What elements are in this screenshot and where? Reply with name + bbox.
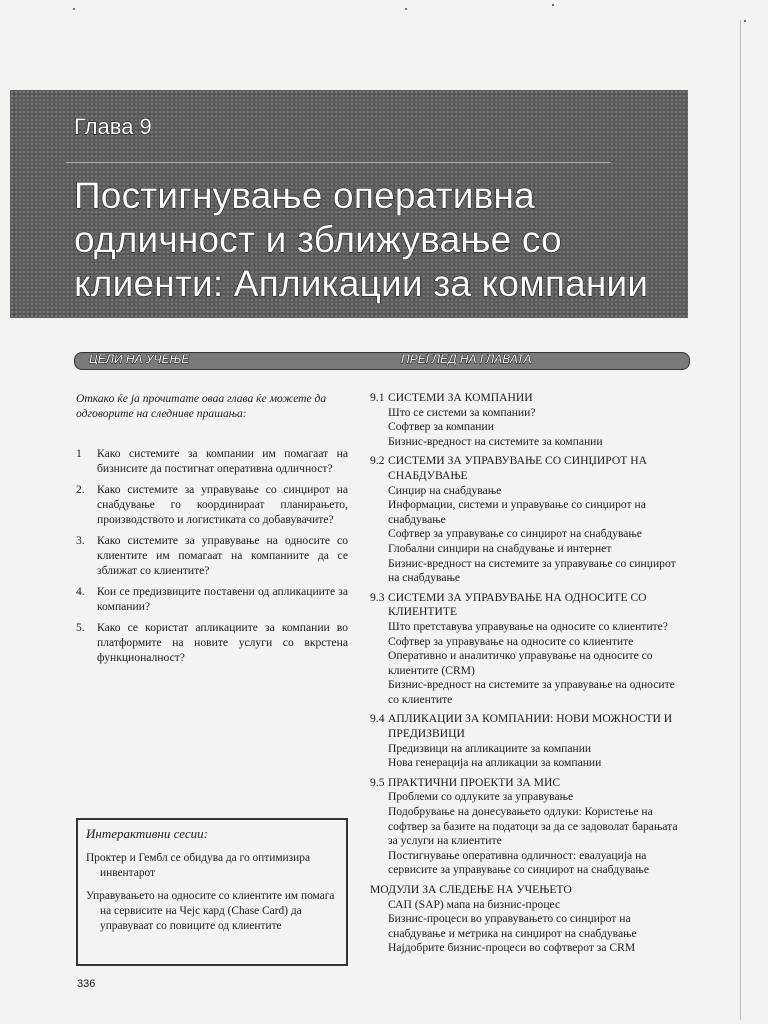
section-title: АПЛИКАЦИИ ЗА КОМПАНИИ: НОВИ МОЖНОСТИ И ПРЕДИЗВИЦИ bbox=[388, 712, 673, 741]
section-title: СИСТЕМИ ЗА КОМПАНИИ bbox=[388, 391, 533, 404]
section-heading bbox=[370, 776, 688, 791]
section-heading bbox=[370, 391, 688, 406]
section-number: 9.2 bbox=[370, 454, 385, 468]
section-number: 9.3 bbox=[370, 590, 385, 604]
section-topic: Постигнување оперативна одличност: евалуација на сервисите за управување со синџирот на снабдување bbox=[388, 848, 649, 877]
box-item: Управувањето на односите со клиентите им помага на сервисите на Чејс кард (Chase Card) да управуваат со повиците од клиентите bbox=[86, 890, 335, 932]
section-heading bbox=[370, 454, 688, 483]
goal-text: Како системите за управување на односите со клиентите им помагаат на компаниите да се зближат со клиентите? bbox=[97, 534, 348, 577]
section-heading bbox=[370, 712, 688, 741]
overview-section bbox=[370, 391, 688, 449]
section-topic: Бизнис-вредност на системите за управување на односите со клиентите bbox=[388, 678, 675, 706]
learning-goal-item bbox=[76, 620, 348, 665]
section-topic: Проблеми со одлуките за управување bbox=[388, 790, 574, 804]
banner-divider bbox=[66, 162, 611, 163]
modules-title: МОДУЛИ ЗА СЛЕДЕЊЕ НА УЧЕЊЕТО bbox=[370, 883, 572, 896]
goal-number: 5. bbox=[76, 621, 85, 634]
scan-dot bbox=[405, 8, 407, 10]
box-title: Интерактивни сесии: bbox=[86, 826, 208, 841]
learning-goals-list bbox=[76, 446, 348, 671]
overview-section bbox=[370, 712, 688, 770]
overview-section bbox=[370, 776, 688, 878]
section-topic: Бизнис-вредност на системите за компании bbox=[388, 434, 603, 448]
page-number: 336 bbox=[77, 978, 96, 990]
section-topic: Софтвер за управување на односите со клиентите bbox=[388, 634, 634, 648]
section-topic: Софтвер за управување со синџирот на снабдување bbox=[388, 527, 642, 541]
goals-label: ЦЕЛИ НА УЧЕЊЕ bbox=[89, 352, 190, 366]
section-title: СИСТЕМИ ЗА УПРАВУВАЊЕ СО СИНЏИРОТ НА СНАБДУВАЊЕ bbox=[388, 454, 647, 482]
learning-goal-item bbox=[76, 533, 348, 578]
section-topic: Глобални синџири на снабдување и интернет bbox=[388, 541, 612, 555]
overview-section bbox=[370, 591, 688, 708]
section-topic: Синџир на снабдување bbox=[388, 483, 502, 497]
section-topic: Оперативно и аналитичко управување на односите со клиентите (CRM) bbox=[388, 649, 653, 677]
section-number: 9.4 bbox=[370, 712, 385, 726]
section-title: ПРАКТИЧНИ ПРОЕКТИ ЗА МИС bbox=[388, 775, 561, 789]
section-number: 9.5 bbox=[370, 775, 385, 789]
learning-goal-item bbox=[76, 446, 348, 476]
goal-number: 2. bbox=[76, 483, 85, 496]
goal-number: 3. bbox=[76, 534, 85, 547]
interactive-sessions-box bbox=[76, 818, 348, 966]
modules-section bbox=[370, 883, 688, 956]
section-topic: Што се системи за компании? bbox=[388, 405, 536, 419]
chapter-title: Постигнување оперативна одличност и зближување со клиенти: Апликации за компании bbox=[74, 175, 649, 304]
learning-goal-item bbox=[76, 584, 348, 614]
scan-dot bbox=[552, 4, 554, 6]
page-edge-line bbox=[740, 20, 741, 1020]
section-label-bar bbox=[74, 352, 690, 370]
modules-items bbox=[370, 898, 688, 956]
module-item: Најдобрите бизнис-процеси во софтверот за CRM bbox=[388, 941, 636, 955]
learning-goal-item bbox=[76, 482, 348, 527]
goal-text: Како системите за управување со синџирот на снабдување го координираат планирањето, производството и логистиката со добавувачите? bbox=[97, 483, 348, 526]
goal-text: Кои се предизвиците поставени од апликациите за компании? bbox=[97, 585, 348, 613]
module-item: Бизнис-процеси во управувањето со синџирот на снабдување и метрика на синџирот на снабдување bbox=[388, 912, 637, 940]
section-title: СИСТЕМИ ЗА УПРАВУВАЊЕ НА ОДНОСИТЕ СО КЛИЕНТИТЕ bbox=[388, 590, 647, 619]
section-topic: Бизнис-вредност на системите за управување со синџирот на снабдување bbox=[388, 556, 676, 585]
overview-label: ПРЕГЛЕД НА ГЛАВАТА bbox=[401, 352, 532, 366]
goal-text: Како се користат апликациите за компании во платформите на новите услуги со вкрстена функционалност? bbox=[97, 621, 348, 664]
scan-dot bbox=[744, 20, 746, 22]
overview-section bbox=[370, 454, 688, 585]
section-topic: Што претставува управување на односите со клиентите? bbox=[388, 619, 668, 633]
section-number: 9.1 bbox=[370, 391, 385, 404]
section-heading bbox=[370, 591, 688, 620]
chapter-number: Глава 9 bbox=[74, 114, 152, 139]
section-topic: Нова генерација на апликации за компании bbox=[388, 756, 602, 770]
scan-dot bbox=[73, 8, 75, 10]
section-topic: Подобрување на донесувањето одлуки: Користење на софтвер за базите на податоци за да се задоволат барањата за услуги на клиентите bbox=[388, 805, 678, 848]
goal-text: Како системите за компании им помагаат на бизнисите да постигнат оперативна одличност? bbox=[97, 447, 348, 475]
goal-number: 1 bbox=[76, 447, 82, 460]
box-item: Проктер и Гембл се обидува да го оптимизира инвентарот bbox=[86, 852, 310, 879]
chapter-overview bbox=[370, 391, 688, 961]
section-topic: Предизвици на апликациите за компании bbox=[388, 741, 592, 755]
module-item: САП (SAP) мапа на бизнис-процес bbox=[388, 897, 561, 911]
chapter-banner bbox=[10, 90, 688, 318]
overview-sections bbox=[370, 391, 688, 878]
section-topic: Софтвер за компании bbox=[388, 420, 494, 434]
goal-number: 4. bbox=[76, 585, 85, 598]
section-topic: Информации, системи и управување со синџирот на снабдување bbox=[388, 498, 646, 526]
intro-text: Откако ќе ја прочитате оваа глава ќе можете да одговорите на следниве прашања: bbox=[76, 392, 327, 420]
